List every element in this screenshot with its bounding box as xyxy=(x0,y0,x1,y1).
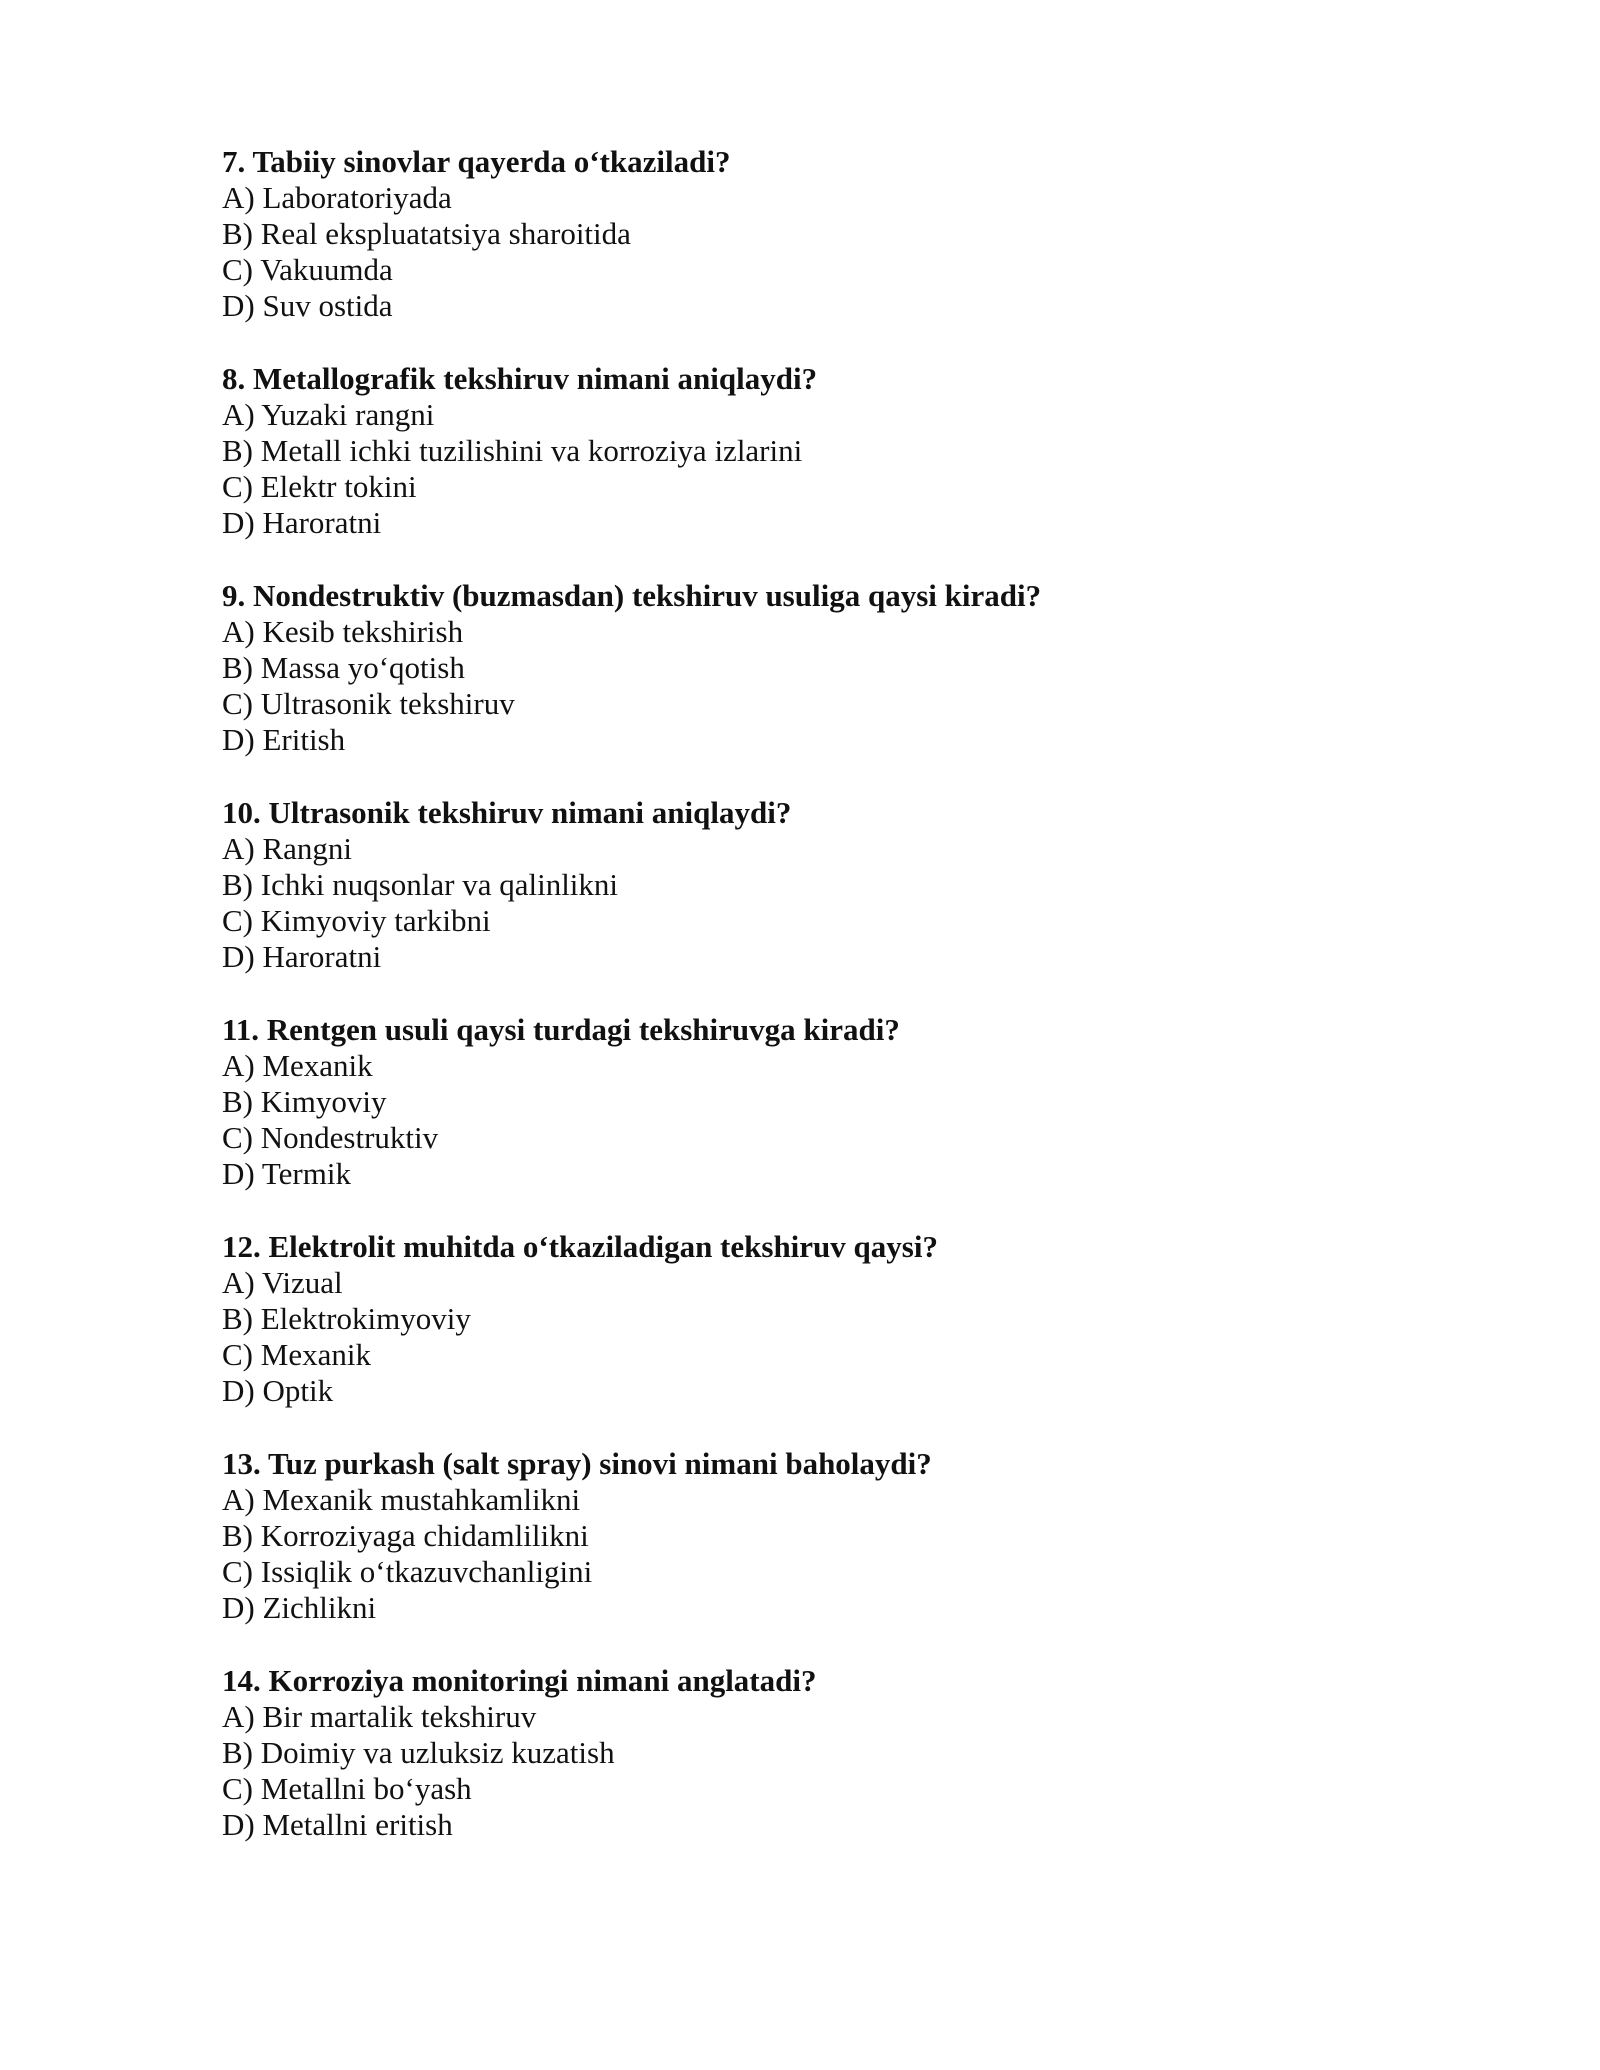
answer-option-b: B) Kimyoviy xyxy=(222,1084,387,1119)
question-title: 7. Tabiiy sinovlar qayerda o‘tkaziladi? xyxy=(222,144,731,179)
answer-option-a: A) Vizual xyxy=(222,1265,343,1300)
answer-option-b: B) Korroziyaga chidamlilikni xyxy=(222,1518,589,1553)
answer-option-b: B) Real ekspluatatsiya sharoitida xyxy=(222,216,631,251)
answer-option-d: D) Haroratni xyxy=(222,939,382,974)
answer-option-a: A) Yuzaki rangni xyxy=(222,397,435,432)
answer-option-b: B) Elektrokimyoviy xyxy=(222,1301,471,1336)
answer-option-d: D) Optik xyxy=(222,1373,334,1408)
answer-option-b: B) Metall ichki tuzilishini va korroziya izlarini xyxy=(222,433,803,468)
question-11 xyxy=(222,1012,1522,1192)
answer-option-c: C) Vakuumda xyxy=(222,252,393,287)
answer-option-d: D) Termik xyxy=(222,1156,351,1191)
answer-option-d: D) Eritish xyxy=(222,722,346,757)
question-list xyxy=(222,144,1522,1880)
answer-option-a: A) Rangni xyxy=(222,831,353,866)
question-title: 9. Nondestruktiv (buzmasdan) tekshiruv usuliga qaysi kiradi? xyxy=(222,578,1042,613)
answer-option-d: D) Suv ostida xyxy=(222,288,393,323)
question-title: 8. Metallografik tekshiruv nimani aniqlaydi? xyxy=(222,361,818,396)
answer-option-c: C) Elektr tokini xyxy=(222,469,417,504)
answer-option-a: A) Mexanik xyxy=(222,1048,373,1083)
answer-option-b: B) Doimiy va uzluksiz kuzatish xyxy=(222,1735,615,1770)
question-14 xyxy=(222,1663,1522,1843)
question-7 xyxy=(222,144,1522,324)
answer-option-d: D) Metallni eritish xyxy=(222,1807,453,1842)
question-title: 14. Korroziya monitoringi nimani anglatadi? xyxy=(222,1663,817,1698)
question-title: 10. Ultrasonik tekshiruv nimani aniqlaydi? xyxy=(222,795,792,830)
answer-option-c: C) Kimyoviy tarkibni xyxy=(222,903,491,938)
answer-option-c: C) Mexanik xyxy=(222,1337,371,1372)
question-title: 12. Elektrolit muhitda o‘tkaziladigan tekshiruv qaysi? xyxy=(222,1229,938,1264)
answer-option-c: C) Ultrasonik tekshiruv xyxy=(222,686,515,721)
answer-option-c: C) Metallni bo‘yash xyxy=(222,1771,472,1806)
answer-option-a: A) Bir martalik tekshiruv xyxy=(222,1699,537,1734)
answer-option-b: B) Massa yo‘qotish xyxy=(222,650,465,685)
question-8 xyxy=(222,361,1522,541)
answer-option-d: D) Zichlikni xyxy=(222,1590,377,1625)
question-title: 13. Tuz purkash (salt spray) sinovi nimani baholaydi? xyxy=(222,1446,932,1481)
answer-option-c: C) Nondestruktiv xyxy=(222,1120,439,1155)
answer-option-d: D) Haroratni xyxy=(222,505,382,540)
answer-option-a: A) Kesib tekshirish xyxy=(222,614,464,649)
question-13 xyxy=(222,1446,1522,1626)
question-9 xyxy=(222,578,1522,758)
answer-option-b: B) Ichki nuqsonlar va qalinlikni xyxy=(222,867,619,902)
answer-option-c: C) Issiqlik o‘tkazuvchanligini xyxy=(222,1554,593,1589)
question-title: 11. Rentgen usuli qaysi turdagi tekshiruvga kiradi? xyxy=(222,1012,900,1047)
question-10 xyxy=(222,795,1522,975)
question-12 xyxy=(222,1229,1522,1409)
answer-option-a: A) Mexanik mustahkamlikni xyxy=(222,1482,581,1517)
answer-option-a: A) Laboratoriyada xyxy=(222,180,452,215)
